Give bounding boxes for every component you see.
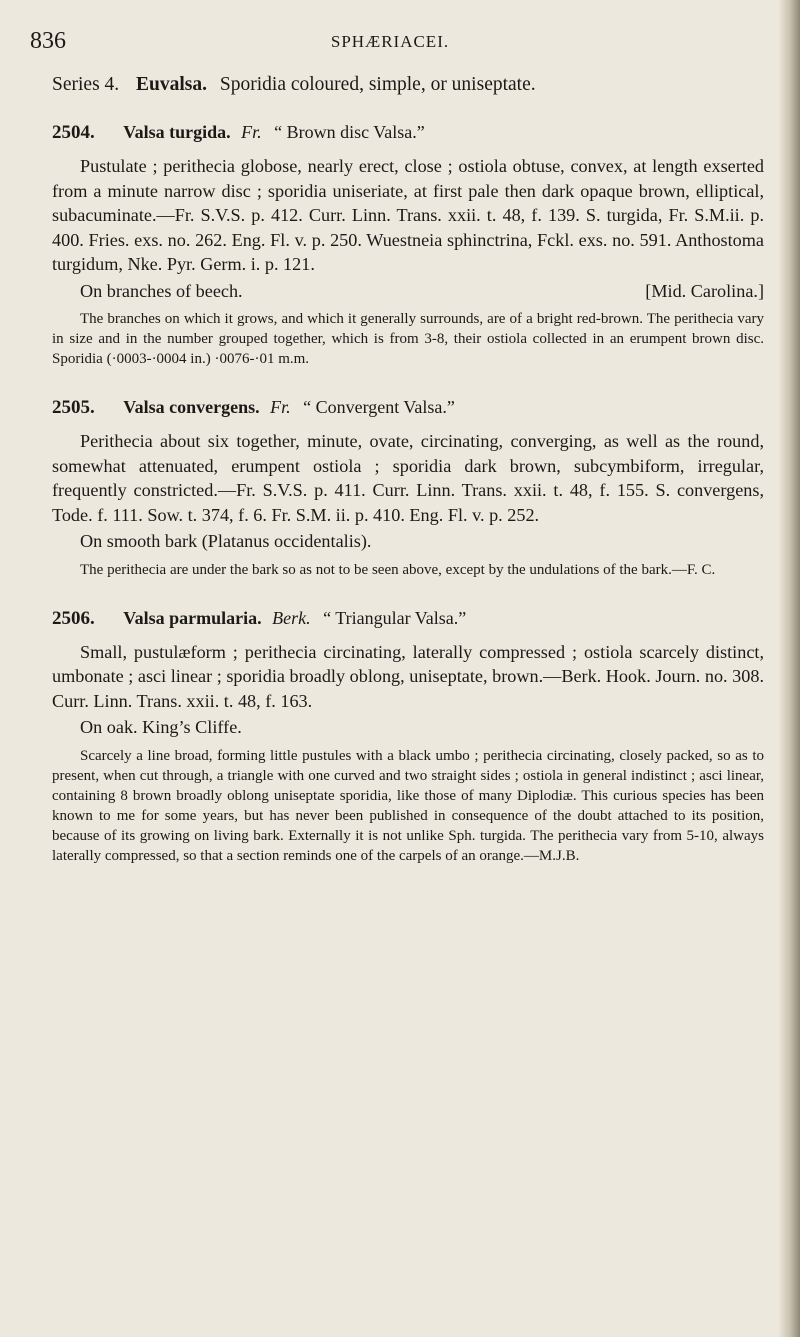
- species-author: Fr.: [241, 122, 262, 142]
- species-name: Valsa convergens.: [123, 397, 260, 417]
- species-description: Pustulate ; perithecia globose, nearly erect, close ; ostiola obtuse, convex, at length exserted from a minute narrow disc ; sporidia uniseriate, at first pale then dark opaque brown, elliptical, subacuminate.—Fr. S.V.S. p. 412. Curr. Linn. Trans. xxii. t. 48, f. 139. S. turgida, Fr. S.M.ii. p. 400. Fries. exs. no. 262. Eng. Fl. v. p. 250. Wuestneia sphinctrina, Fckl. exs. no. 591. Anthostoma turgidum, Nke. Pyr. Germ. i. p. 121.: [52, 156, 764, 274]
- species-author: Berk.: [272, 607, 311, 628]
- species-name: Valsa turgida.: [123, 122, 231, 142]
- species-habitat: [52, 529, 764, 554]
- species-habitat: [52, 715, 764, 740]
- series-heading: [52, 74, 764, 96]
- species-note: Scarcely a line broad, forming little pustules with a black umbo ; perithecia circinating, closely packed, so as to present, when cut through, a triangle with one curved and two straight sides ; ostiola in general indistinct ; asci linear, containing 8 brown broadly oblong uniseptate sporidia, like those of many Diplodiæ. This curious species has been known to me for some years, but has never been published in consequence of the doubt attached to its position, because of its growing on living bark. Externally it is not unlike Sph. turgida. The perithecia vary from 5-10, always laterally compressed, so that a section reminds one of the carpels of an orange.—M.J.B.: [52, 747, 764, 864]
- series-description: Sporidia coloured, simple, or uniseptate.: [219, 74, 536, 95]
- common-name: “ Brown disc Valsa.”: [274, 122, 425, 142]
- species-number: 2504.: [52, 122, 95, 143]
- habitat-locality: [Mid. Carolina.]: [645, 280, 764, 301]
- page-header: [0, 28, 800, 58]
- page-edge-shadow: [778, 0, 800, 1337]
- habitat-text: On smooth bark (Platanus occidentalis).: [80, 531, 372, 551]
- species-heading: [52, 397, 764, 419]
- species-name: Valsa parmularia.: [123, 607, 262, 628]
- species-heading: [52, 122, 764, 144]
- species-heading: [52, 608, 764, 630]
- common-name: “ Convergent Valsa.”: [303, 397, 455, 417]
- species-description: Small, pustulæform ; perithecia circinating, laterally compressed ; ostiola scarcely distinct, umbonate ; asci linear ; sporidia broadly oblong, uniseptate, brown.—Berk. Hook. Journ. no. 308. Curr. Linn. Trans. xxii. t. 48, f. 163.: [52, 641, 764, 711]
- species-entry: [52, 397, 764, 580]
- page-body: [52, 74, 764, 894]
- common-name: “ Triangular Valsa.”: [323, 607, 467, 628]
- page-number: 836: [30, 28, 66, 54]
- running-head: SPHÆRIACEI.: [330, 32, 450, 51]
- species-entry: [52, 608, 764, 866]
- habitat-text: On oak. King’s Cliffe.: [80, 717, 242, 737]
- species-note: The perithecia are under the bark so as not to be seen above, except by the undulations of the bark.—F. C.: [80, 561, 716, 578]
- species-entry: [52, 122, 764, 369]
- species-habitat: [52, 279, 764, 304]
- species-number: 2506.: [52, 607, 95, 629]
- species-author: Fr.: [270, 397, 291, 417]
- series-genus: Euvalsa.: [136, 74, 208, 95]
- species-description: Perithecia about six together, minute, ovate, circinating, converging, as well as the round, somewhat attenuated, erumpent ostiola ; sporidia dark brown, subcymbiform, irregular, frequently constricted.—Fr. S.V.S. p. 411. Curr. Linn. Trans. xxii. t. 48, f. 155. S. convergens, Tode. f. 111. Sow. t. 374, f. 6. Fr. S.M. ii. p. 410. Eng. Fl. v. p. 252.: [52, 431, 764, 525]
- species-note: The branches on which it grows, and which it generally surrounds, are of a bright red-brown. The perithecia vary in size and in the number grouped together, which is from 3-8, their ostiola collected in an erumpent brown disc. Sporidia (·0003-·0004 in.) ·0076-·01 m.m.: [52, 311, 764, 367]
- species-number: 2505.: [52, 397, 95, 418]
- habitat-text: On branches of beech.: [80, 280, 243, 301]
- series-label: Series 4.: [52, 74, 120, 95]
